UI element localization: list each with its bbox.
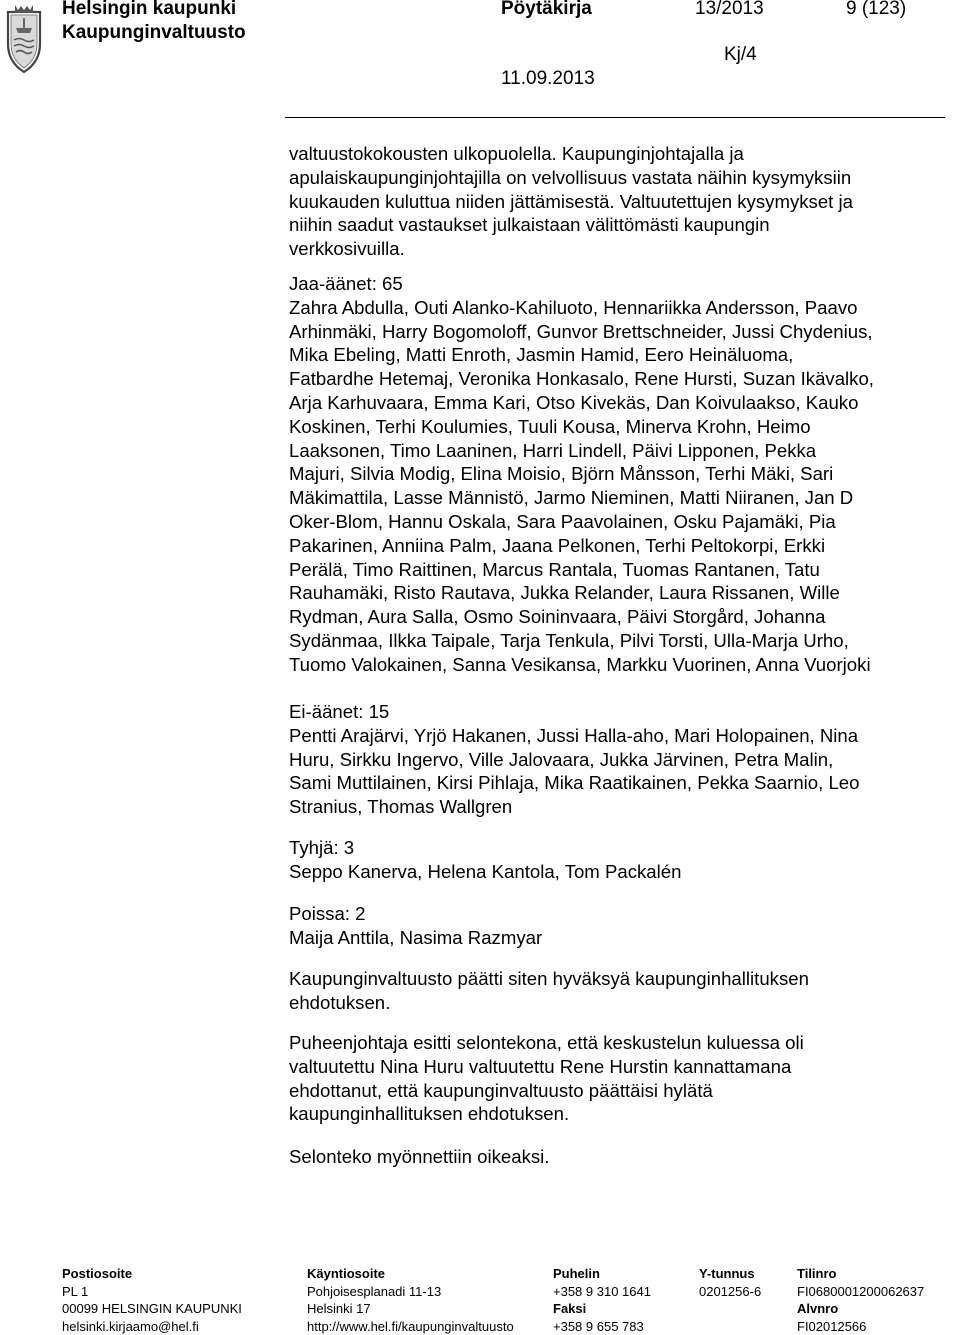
- decision-paragraph: [289, 967, 949, 1015]
- header-rule: [285, 117, 945, 118]
- footer-postal-address: [62, 1265, 242, 1335]
- chair-statement-paragraph: [289, 1031, 949, 1126]
- name-line: Perälä, Timo Raittinen, Marcus Rantala, Tuomas Rantanen, Tatu: [289, 558, 949, 582]
- footer-heading: Y-tunnus: [699, 1265, 761, 1283]
- doc-type: Pöytäkirja: [501, 0, 592, 20]
- footer-heading: Tilinro: [797, 1265, 924, 1283]
- footer-line: FI02012566: [797, 1318, 924, 1335]
- text-line: verkkosivuilla.: [289, 237, 949, 261]
- name-line: Majuri, Silvia Modig, Elina Moisio, Björn Månsson, Terhi Mäki, Sari: [289, 462, 949, 486]
- org-name: Helsingin kaupunki: [62, 0, 236, 20]
- name-line: Fatbardhe Hetemaj, Veronika Honkasalo, Rene Hursti, Suzan Ikävalko,: [289, 367, 949, 391]
- name-line: Mäkimattila, Lasse Männistö, Jarmo Nieminen, Matti Niiranen, Jan D: [289, 486, 949, 510]
- name-line: Maija Anttila, Nasima Razmyar: [289, 926, 949, 950]
- footer-visiting-address: [307, 1265, 514, 1335]
- item-ref: Kj/4: [724, 44, 757, 66]
- footer-heading: Faksi: [553, 1300, 651, 1318]
- footer-heading: Alvnro: [797, 1300, 924, 1318]
- text-line: valtuutettu Nina Huru valtuutettu Rene Hurstin kannattamana: [289, 1055, 949, 1079]
- name-line: Arhinmäki, Harry Bogomoloff, Gunvor Brettschneider, Jussi Chydenius,: [289, 320, 949, 344]
- meeting-date: 11.09.2013: [501, 68, 595, 90]
- closing-paragraph: [289, 1145, 949, 1169]
- text-line: apulaiskaupunginjohtajilla on velvollisuus vastata näihin kysymyksiin: [289, 166, 949, 190]
- name-line: Mika Ebeling, Matti Enroth, Jasmin Hamid, Eero Heinäluoma,: [289, 343, 949, 367]
- name-line: Seppo Kanerva, Helena Kantola, Tom Packalén: [289, 860, 949, 884]
- yes-votes-section: [289, 272, 949, 677]
- name-line: Pakarinen, Anniina Palm, Jaana Pelkonen, Terhi Peltokorpi, Erkki: [289, 534, 949, 558]
- blank-votes-section: [289, 836, 949, 884]
- text-line: kuukauden kuluttua niiden jättämisestä. Valtuutettujen kysymykset ja: [289, 190, 949, 214]
- text-line: niihin saadut vastaukset julkaistaan välittömästi kaupungin: [289, 213, 949, 237]
- blank-votes-heading: Tyhjä: 3: [289, 836, 949, 860]
- name-line: Oker-Blom, Hannu Oskala, Sara Paavolainen, Osku Pajamäki, Pia: [289, 510, 949, 534]
- helsinki-crest-logo: [2, 2, 46, 76]
- text-line: ehdotuksen.: [289, 991, 949, 1015]
- name-line: Sydänmaa, Ilkka Taipale, Tarja Tenkula, Pilvi Torsti, Ulla-Marja Urho,: [289, 629, 949, 653]
- footer-line: +358 9 310 1641: [553, 1283, 651, 1301]
- text-line: valtuustokokousten ulkopuolella. Kaupunginjohtajalla ja: [289, 142, 949, 166]
- intro-paragraph: [289, 142, 949, 261]
- name-line: Arja Karhuvaara, Emma Kari, Otso Kivekäs, Dan Koivulaakso, Kauko: [289, 391, 949, 415]
- name-line: Laaksonen, Timo Laaninen, Harri Lindell, Päivi Lipponen, Pekka: [289, 439, 949, 463]
- footer-business-id: [699, 1265, 761, 1300]
- footer-line: Helsinki 17: [307, 1300, 514, 1318]
- footer-heading: Käyntiosoite: [307, 1265, 514, 1283]
- text-line: Puheenjohtaja esitti selontekona, että keskustelun kuluessa oli: [289, 1031, 949, 1055]
- closing-line: Selonteko myönnettiin oikeaksi.: [289, 1145, 949, 1169]
- body-name: Kaupunginvaltuusto: [62, 22, 246, 44]
- footer-phone: [553, 1265, 651, 1335]
- doc-number: 13/2013: [695, 0, 764, 20]
- name-line: Zahra Abdulla, Outi Alanko-Kahiluoto, Hennariikka Andersson, Paavo: [289, 296, 949, 320]
- footer-line: Pohjoisesplanadi 11-13: [307, 1283, 514, 1301]
- no-votes-heading: Ei-äänet: 15: [289, 700, 949, 724]
- absent-section: [289, 902, 949, 950]
- footer-line: +358 9 655 783: [553, 1318, 651, 1335]
- name-line: Pentti Arajärvi, Yrjö Hakanen, Jussi Halla-aho, Mari Holopainen, Nina: [289, 724, 949, 748]
- footer-line: FI0680001200062637: [797, 1283, 924, 1301]
- footer-website-link[interactable]: http://www.hel.fi/kaupunginvaltuusto: [307, 1318, 514, 1335]
- name-line: Huru, Sirkku Ingervo, Ville Jalovaara, Jukka Järvinen, Petra Malin,: [289, 748, 949, 772]
- yes-votes-heading: Jaa-äänet: 65: [289, 272, 949, 296]
- page-info: 9 (123): [846, 0, 906, 20]
- text-line: kaupunginhallituksen ehdotuksen.: [289, 1102, 949, 1126]
- text-line: Kaupunginvaltuusto päätti siten hyväksyä kaupunginhallituksen: [289, 967, 949, 991]
- footer-heading: Postiosoite: [62, 1265, 242, 1283]
- name-line: Tuomo Valokainen, Sanna Vesikansa, Markku Vuorinen, Anna Vuorjoki: [289, 653, 949, 677]
- footer-heading: Puhelin: [553, 1265, 651, 1283]
- footer-bank-account: [797, 1265, 924, 1335]
- footer-line: 00099 HELSINGIN KAUPUNKI: [62, 1300, 242, 1318]
- name-line: Koskinen, Terhi Koulumies, Tuuli Kousa, Minerva Krohn, Heimo: [289, 415, 949, 439]
- name-line: Sami Muttilainen, Kirsi Pihlaja, Mika Raatikainen, Pekka Saarnio, Leo: [289, 771, 949, 795]
- footer-email[interactable]: helsinki.kirjaamo@hel.fi: [62, 1318, 242, 1335]
- footer-line: 0201256-6: [699, 1283, 761, 1301]
- text-line: ehdottanut, että kaupunginvaltuusto päättäisi hylätä: [289, 1079, 949, 1103]
- no-votes-section: [289, 700, 949, 819]
- name-line: Rydman, Aura Salla, Osmo Soininvaara, Päivi Storgård, Johanna: [289, 605, 949, 629]
- footer-line: PL 1: [62, 1283, 242, 1301]
- absent-heading: Poissa: 2: [289, 902, 949, 926]
- name-line: Stranius, Thomas Wallgren: [289, 795, 949, 819]
- name-line: Rauhamäki, Risto Rautava, Jukka Relander, Laura Rissanen, Wille: [289, 581, 949, 605]
